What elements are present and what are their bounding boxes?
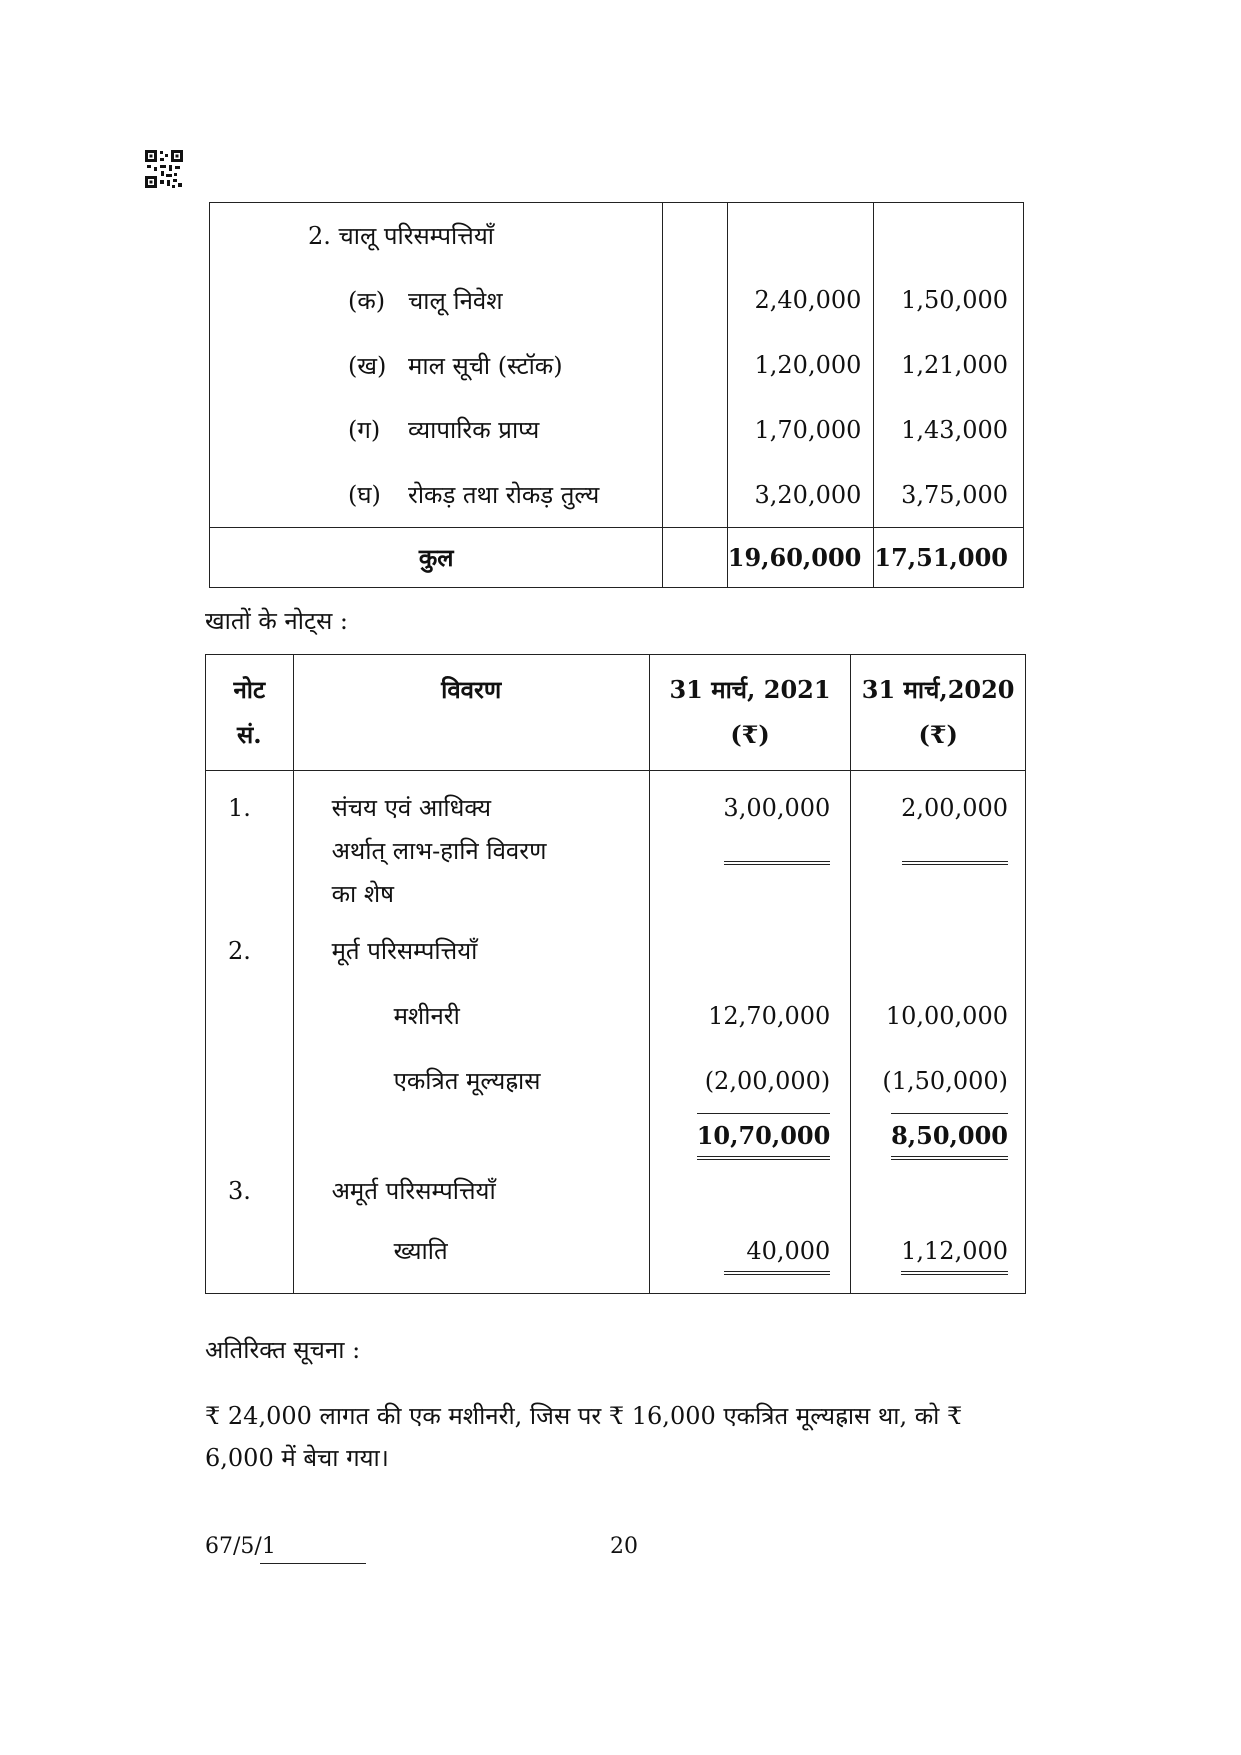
goodwill-2021: 40,000 <box>724 1231 830 1275</box>
value-2020: 1,50,000 <box>874 268 1024 333</box>
note-number: 3. <box>206 1160 294 1213</box>
machinery-2021: 12,70,000 <box>649 973 851 1038</box>
goodwill-label: ख्याति <box>293 1213 649 1294</box>
additional-info-title: अतिरिक्त सूचना : <box>205 1336 361 1364</box>
table-row <box>206 1038 1026 1103</box>
note1-2021: 3,00,000 <box>723 794 831 822</box>
value-2020: 1,21,000 <box>874 333 1024 398</box>
qr-code-icon <box>145 150 183 188</box>
depreciation-2021: (2,00,000) <box>649 1038 851 1103</box>
note1-line1: संचय एवं आधिक्य <box>331 794 492 822</box>
additional-info-text: ₹ 24,000 लागत की एक मशीनरी, जिस पर ₹ 16,000 एकत्रित मूल्यह्रास था, को ₹ 6,000 में बेचा गया। <box>205 1402 963 1472</box>
note2-title: मूर्त परिसम्पत्तियाँ <box>293 916 649 973</box>
item-label: (घ) <box>348 481 381 510</box>
machinery-2020: 10,00,000 <box>851 973 1026 1038</box>
current-assets-heading: 2. चालू परिसम्पत्तियाँ <box>308 221 494 250</box>
note1-line2: अर्थात् लाभ-हानि विवरण <box>331 837 547 865</box>
table-row <box>206 916 1026 973</box>
depreciation-label: एकत्रित मूल्यह्रास <box>293 1038 649 1103</box>
value-2020: 1,43,000 <box>874 398 1024 463</box>
table-row <box>206 771 1026 917</box>
table-row <box>206 1160 1026 1213</box>
tangible-net-2021: 10,70,000 <box>697 1116 831 1160</box>
item-text: माल सूची (स्टॉक) <box>408 351 563 380</box>
table-row <box>206 1103 1026 1160</box>
goodwill-2020: 1,12,000 <box>901 1231 1008 1275</box>
tangible-net-2020: 8,50,000 <box>891 1116 1008 1160</box>
note-number: 2. <box>206 916 294 973</box>
paper-code: 67/5/1 <box>205 1534 276 1559</box>
value-2021: 1,70,000 <box>727 398 874 463</box>
item-label: (ख) <box>348 351 387 380</box>
value-2021: 3,20,000 <box>727 462 874 527</box>
total-2020: 17,51,000 <box>874 528 1024 588</box>
current-assets-table <box>209 202 1024 588</box>
table-row <box>210 462 1024 527</box>
table-row <box>206 973 1026 1038</box>
note1-line3: का शेष <box>331 880 395 908</box>
notes-title: खातों के नोट्स : <box>205 607 349 635</box>
total-row <box>210 528 1024 588</box>
header-2021: 31 मार्च, 2021 (₹) <box>649 655 851 771</box>
value-2020: 3,75,000 <box>874 462 1024 527</box>
value-2021: 1,20,000 <box>727 333 874 398</box>
note3-title: अमूर्त परिसम्पत्तियाँ <box>293 1160 649 1213</box>
value-2021: 2,40,000 <box>727 268 874 333</box>
header-2020: 31 मार्च,2020 (₹) <box>851 655 1026 771</box>
machinery-label: मशीनरी <box>293 973 649 1038</box>
item-text: चालू निवेश <box>408 286 503 315</box>
table-row <box>206 1213 1026 1294</box>
notes-table <box>205 654 1026 1294</box>
table-row <box>210 333 1024 398</box>
page-number: 20 <box>610 1534 638 1559</box>
item-text: व्यापारिक प्राप्य <box>408 416 540 445</box>
table-row <box>210 268 1024 333</box>
total-label: कुल <box>210 528 663 588</box>
item-label: (ग) <box>348 416 381 445</box>
note-number: 1. <box>206 771 294 917</box>
header-particulars: विवरण <box>293 655 649 771</box>
item-text: रोकड़ तथा रोकड़ तुल्य <box>408 481 600 510</box>
depreciation-2020: (1,50,000) <box>851 1038 1026 1103</box>
header-note-no: नोट सं. <box>206 655 294 771</box>
item-label: (क) <box>348 286 386 315</box>
total-2021: 19,60,000 <box>727 528 874 588</box>
table-row <box>210 398 1024 463</box>
note1-2020: 2,00,000 <box>901 794 1008 822</box>
footer-rule <box>260 1563 366 1564</box>
